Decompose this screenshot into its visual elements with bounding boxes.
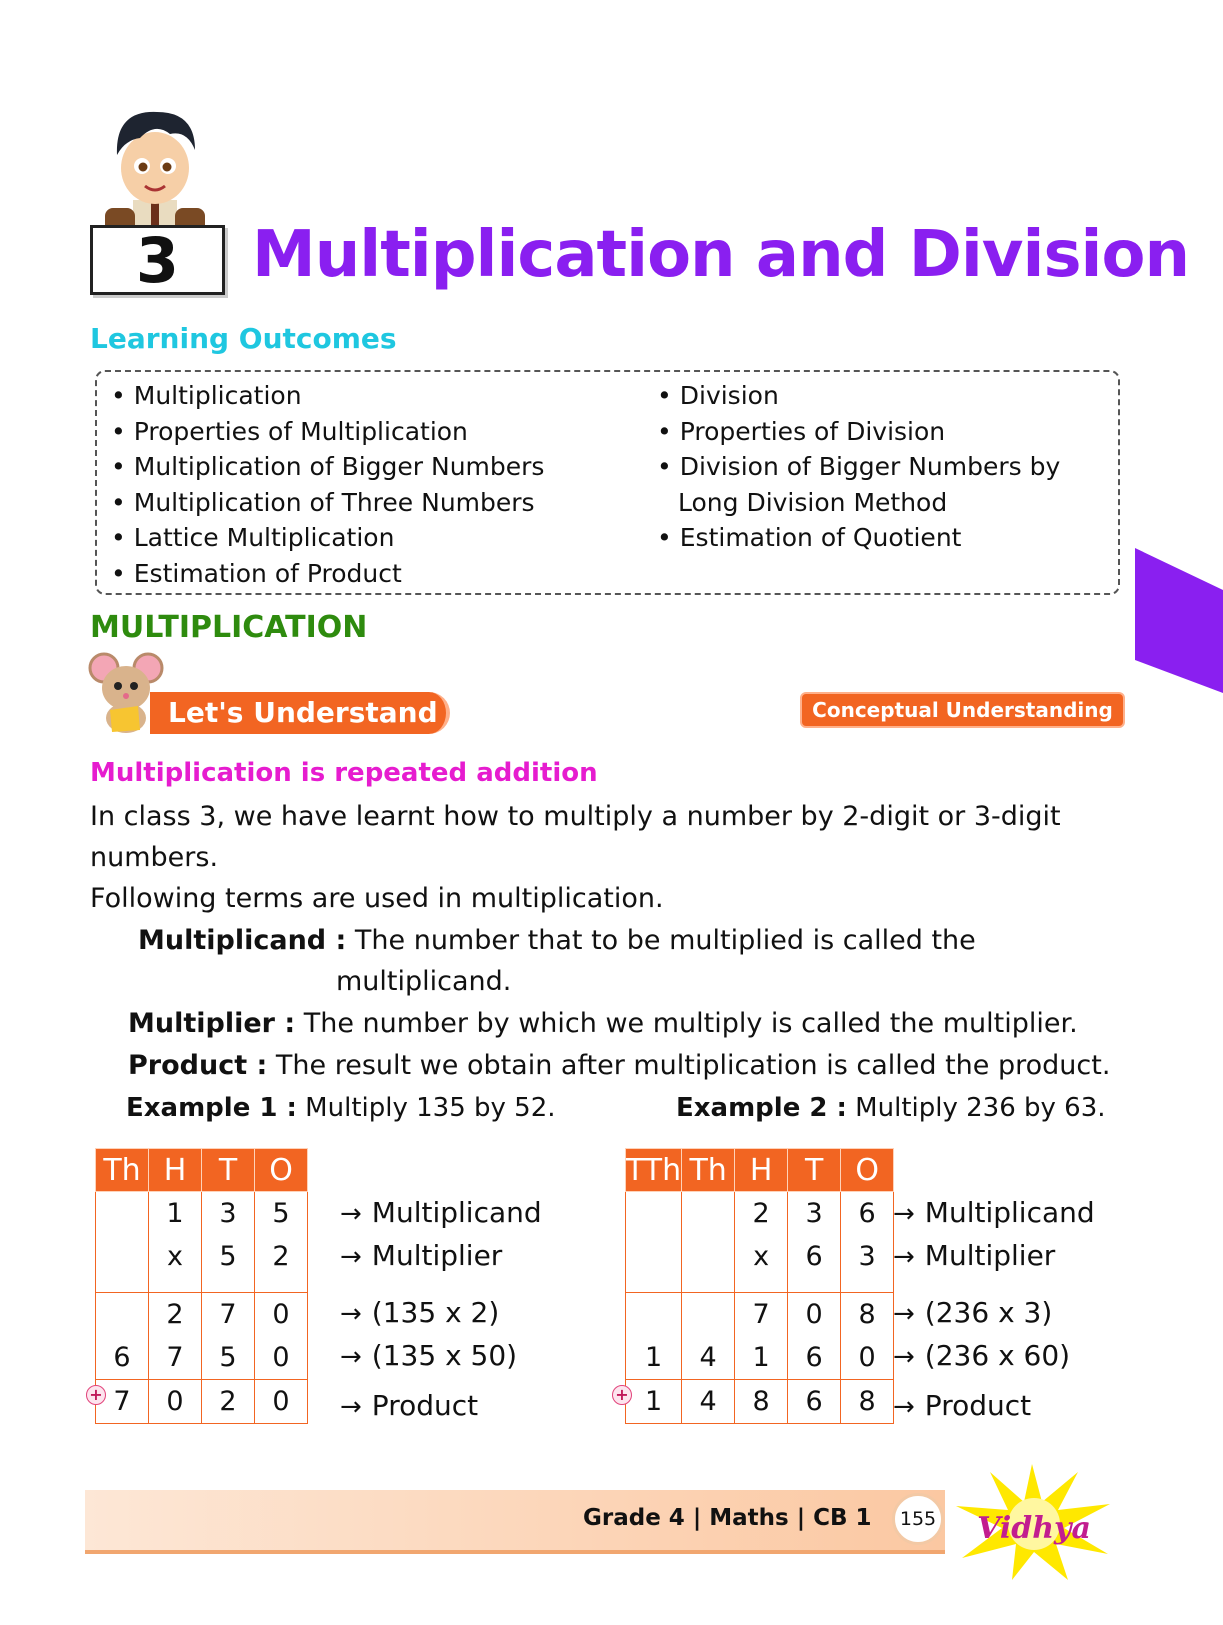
annotation-text: Product: [371, 1389, 479, 1422]
intro-line: Following terms are used in multiplication.: [90, 883, 664, 914]
list-item: • Lattice Multiplication: [111, 520, 544, 556]
table-cell: x: [149, 1235, 202, 1278]
table-cell: [96, 1235, 149, 1278]
term: Example 2 :: [676, 1093, 847, 1123]
vidhya-logo-icon: [950, 1462, 1115, 1582]
table-row: [96, 1336, 308, 1380]
learning-outcomes-box: [95, 370, 1120, 595]
column-header: T: [788, 1149, 841, 1192]
table-cell: 2: [255, 1235, 308, 1278]
plus-icon: +: [612, 1385, 632, 1405]
chapter-number: 3: [90, 225, 225, 295]
table-row: [96, 1192, 308, 1236]
definition-text: The number that to be multiplied is called the: [346, 925, 976, 956]
table-row: [626, 1336, 894, 1380]
table-cell: [626, 1192, 682, 1236]
table-cell: [626, 1235, 682, 1278]
table-cell: 6: [788, 1235, 841, 1278]
table-cell: 4: [682, 1380, 735, 1424]
table-cell: 6: [96, 1336, 149, 1380]
definition-multiplier: [128, 1003, 1078, 1044]
annotation-text: Multiplicand: [371, 1196, 542, 1229]
outcomes-right-list: [657, 378, 1060, 556]
table-row: [626, 1380, 894, 1424]
intro-line: numbers.: [90, 842, 219, 873]
conceptual-understanding-badge: Conceptual Understanding: [800, 692, 1125, 728]
arrow-right-icon: →: [893, 1242, 915, 1272]
annotation-multiplicand: [893, 1196, 1095, 1231]
table-cell: [96, 1293, 149, 1337]
table-cell: 6: [788, 1380, 841, 1424]
column-header: O: [841, 1149, 894, 1192]
annotation-partial-1: [893, 1296, 1052, 1331]
annotation-partial-2: [340, 1339, 517, 1374]
svg-text:Vidhya: Vidhya: [977, 1511, 1091, 1546]
definition-multiplicand: [138, 920, 976, 1002]
table-cell: 7: [149, 1336, 202, 1380]
term: Product :: [128, 1050, 268, 1081]
annotation-text: Multiplicand: [924, 1196, 1095, 1229]
table-cell: 2: [202, 1380, 255, 1424]
table-cell: [96, 1192, 149, 1236]
arrow-right-icon: →: [893, 1199, 915, 1229]
example-1-table: [95, 1148, 308, 1424]
definition-text: The result we obtain after multiplication is called the product.: [267, 1050, 1111, 1081]
table-cell: 0: [149, 1380, 202, 1424]
table-cell: 5: [202, 1235, 255, 1278]
intro-line: In class 3, we have learnt how to multiply a number by 2-digit or 3-digit: [90, 801, 1061, 832]
table-cell: 1: [626, 1336, 682, 1380]
list-item: • Estimation of Product: [111, 556, 544, 592]
arrow-right-icon: →: [340, 1299, 362, 1329]
list-item: • Properties of Multiplication: [111, 414, 544, 450]
arrow-right-icon: →: [893, 1299, 915, 1329]
example-text: Multiply 135 by 52.: [296, 1093, 556, 1123]
list-item: Long Division Method: [678, 487, 948, 517]
definition-text: multiplicand.: [336, 966, 512, 997]
table-cell: 3: [841, 1235, 894, 1278]
table-cell: 0: [841, 1336, 894, 1380]
table-cell: [682, 1235, 735, 1278]
table-cell: 8: [841, 1293, 894, 1337]
table-cell: 1: [149, 1192, 202, 1236]
table-cell: 1: [735, 1336, 788, 1380]
list-item: • Multiplication: [111, 378, 544, 414]
annotation-text: (236 x 60): [924, 1339, 1071, 1372]
intro-paragraph: [90, 796, 1061, 919]
table-cell: 5: [255, 1192, 308, 1236]
table-cell: 7: [202, 1293, 255, 1337]
chapter-title: Multiplication and Division: [252, 218, 1189, 292]
example-text: Multiply 236 by 63.: [846, 1093, 1106, 1123]
table-cell: 0: [255, 1380, 308, 1424]
learning-outcomes-heading: Learning Outcomes: [90, 322, 397, 355]
annotation-text: Multiplier: [371, 1239, 503, 1272]
annotation-text: (135 x 50): [371, 1339, 518, 1372]
chapter-side-tab: [1135, 548, 1223, 693]
arrow-right-icon: →: [340, 1199, 362, 1229]
table-cell: 5: [202, 1336, 255, 1380]
list-item: • Multiplication of Three Numbers: [111, 485, 544, 521]
list-item: • Estimation of Quotient: [657, 520, 1060, 556]
table-cell: 2: [149, 1293, 202, 1337]
table-cell: 3: [202, 1192, 255, 1236]
sub-heading: Multiplication is repeated addition: [90, 758, 598, 788]
table-row: [96, 1235, 308, 1278]
column-header: O: [255, 1149, 308, 1192]
plus-icon: +: [86, 1385, 106, 1405]
definition-text: The number by which we multiply is called the multiplier.: [295, 1008, 1078, 1039]
table-cell: 8: [841, 1380, 894, 1424]
term: Multiplicand :: [138, 925, 347, 956]
list-item: • Multiplication of Bigger Numbers: [111, 449, 544, 485]
arrow-right-icon: →: [893, 1392, 915, 1422]
outcomes-left-list: [111, 378, 544, 591]
list-item: • Division of Bigger Numbers by: [657, 449, 1060, 485]
annotation-multiplier: [340, 1239, 502, 1274]
table-cell: 1: [626, 1380, 682, 1424]
table-row: [626, 1235, 894, 1278]
table-row: [96, 1293, 308, 1337]
boy-mascot-icon: [95, 100, 215, 240]
table-cell: 3: [788, 1192, 841, 1236]
annotation-product: [893, 1389, 1031, 1424]
lets-understand-banner: Let's Understand: [150, 692, 450, 734]
term: Example 1 :: [126, 1093, 297, 1123]
table-cell: 8: [735, 1380, 788, 1424]
example-1-label: [126, 1088, 556, 1129]
annotation-multiplier: [893, 1239, 1055, 1274]
section-heading: MULTIPLICATION: [90, 610, 368, 645]
example-2-label: [676, 1088, 1106, 1129]
table-cell: [682, 1192, 735, 1236]
annotation-partial-2: [893, 1339, 1070, 1374]
column-header: H: [735, 1149, 788, 1192]
table-cell: 7: [735, 1293, 788, 1337]
definition-product: [128, 1045, 1110, 1086]
annotation-text: (135 x 2): [371, 1296, 500, 1329]
table-cell: 4: [682, 1336, 735, 1380]
list-item: • Properties of Division: [657, 414, 1060, 450]
table-cell: 2: [735, 1192, 788, 1236]
column-header: H: [149, 1149, 202, 1192]
example-2-table: [625, 1148, 894, 1424]
footer-grade-text: Grade 4 | Maths | CB 1: [583, 1505, 872, 1531]
column-header: Th: [96, 1149, 149, 1192]
table-row: [96, 1380, 308, 1424]
table-row: [626, 1192, 894, 1236]
annotation-text: Product: [924, 1389, 1032, 1422]
list-item: • Division: [657, 378, 1060, 414]
table-row: [626, 1293, 894, 1337]
table-cell: 6: [841, 1192, 894, 1236]
table-cell: [682, 1293, 735, 1337]
arrow-right-icon: →: [340, 1342, 362, 1372]
annotation-multiplicand: [340, 1196, 542, 1231]
table-cell: 0: [255, 1336, 308, 1380]
term: Multiplier :: [128, 1008, 296, 1039]
table-cell: 7: [96, 1380, 149, 1424]
arrow-right-icon: →: [340, 1242, 362, 1272]
table-cell: 0: [255, 1293, 308, 1337]
annotation-text: (236 x 3): [924, 1296, 1053, 1329]
page-number: 155: [892, 1493, 944, 1545]
column-header: Th: [682, 1149, 735, 1192]
annotation-partial-1: [340, 1296, 499, 1331]
column-header: T: [202, 1149, 255, 1192]
arrow-right-icon: →: [893, 1342, 915, 1372]
annotation-product: [340, 1389, 478, 1424]
table-cell: 6: [788, 1336, 841, 1380]
table-cell: [626, 1293, 682, 1337]
annotation-text: Multiplier: [924, 1239, 1056, 1272]
table-cell: 0: [788, 1293, 841, 1337]
column-header: TTh: [626, 1149, 682, 1192]
arrow-right-icon: →: [340, 1392, 362, 1422]
table-cell: x: [735, 1235, 788, 1278]
